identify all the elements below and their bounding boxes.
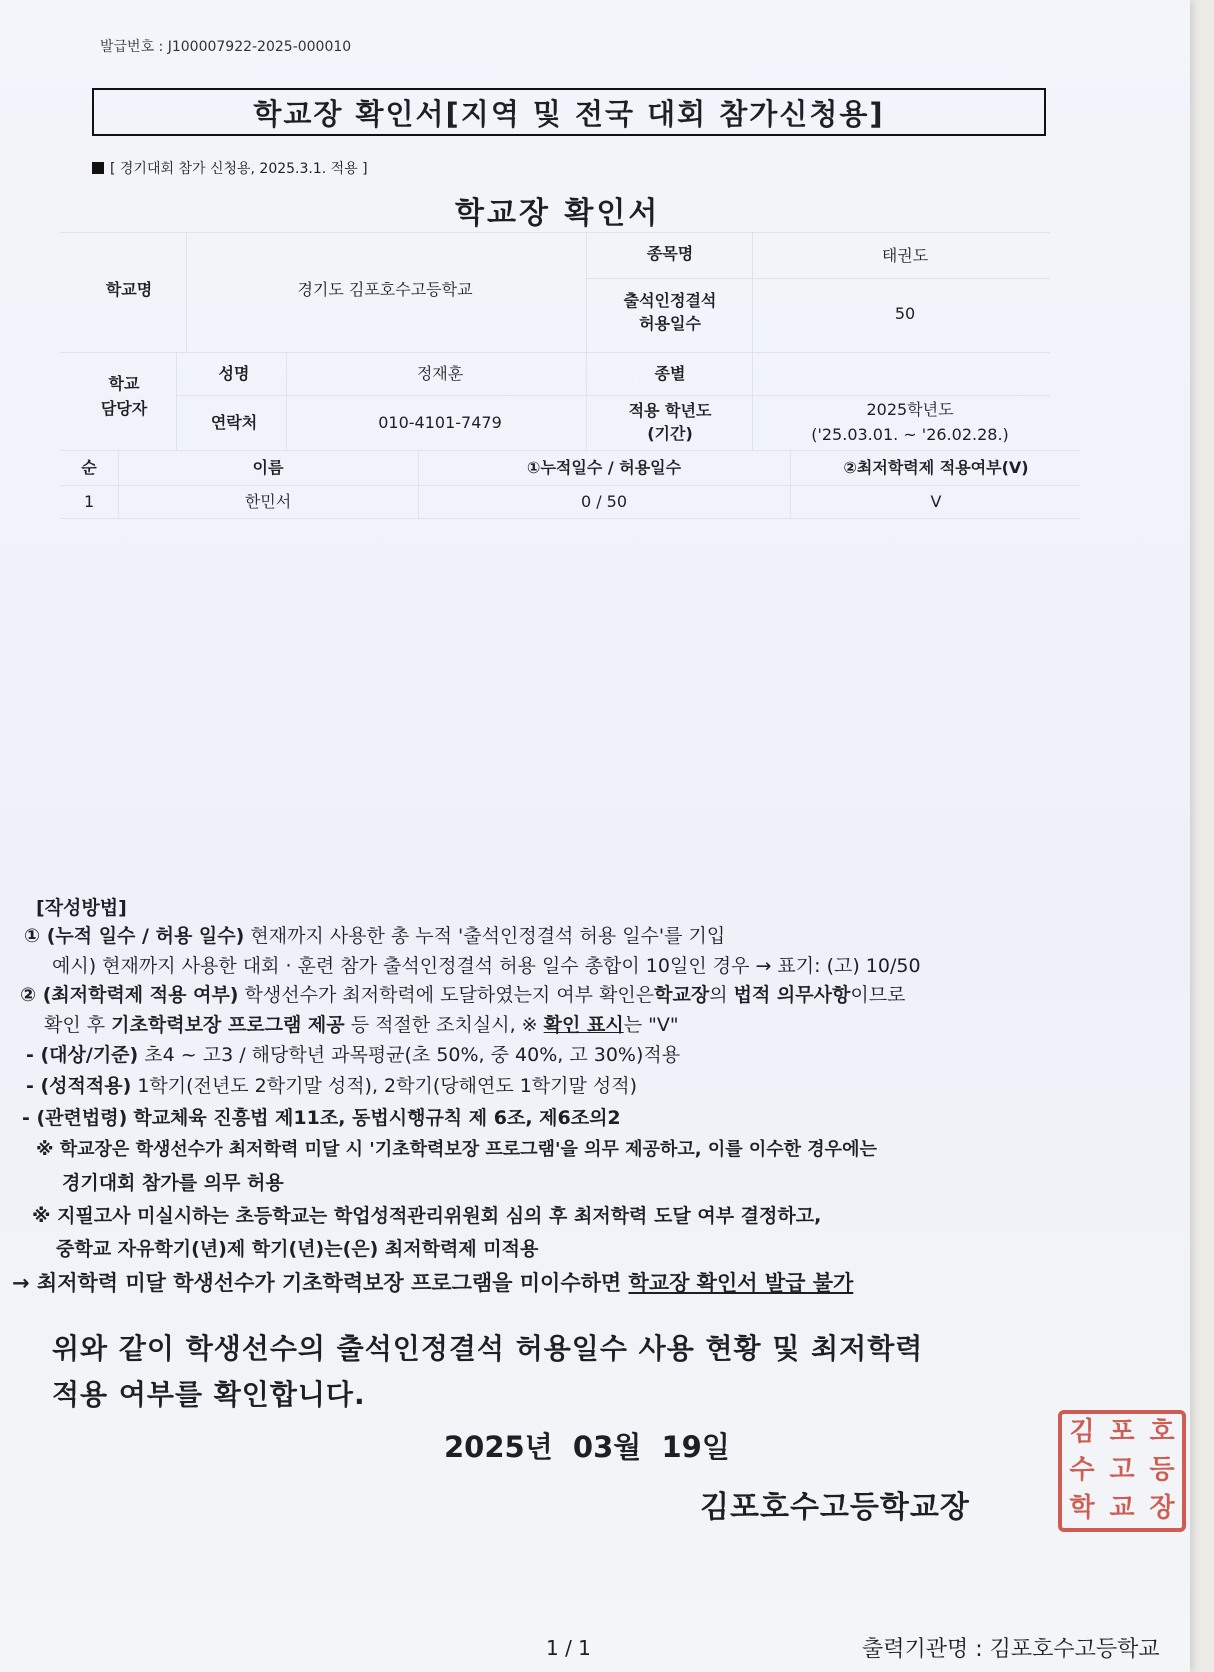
event-label: 종목명 [646,244,694,263]
header-title-box [92,88,1046,136]
name-label: 성명 [218,364,250,383]
row-days: 0 / 50 [580,492,628,511]
instruction-6-text: 1학기(전년도 2학기말 성적), 2학기(당해연도 1학기말 성적) [137,1075,638,1097]
sub-note-text: [ 경기대회 참가 신청용, 2025.3.1. 적용 ] [110,161,368,177]
row-min-academic: V [930,492,942,511]
output-agency: 출력기관명 : 김포호수고등학교 [862,1637,1160,1662]
instruction-line-9: 경기대회 참가를 의무 허용 [62,1172,284,1194]
instruction-3-bold2: 학교장 [654,984,710,1006]
manager-label-2: 담당자 [100,399,148,418]
instruction-7-text: 학교체육 진흥법 제11조, 동법시행규칙 제 6조, 제6조의2 [133,1107,621,1129]
instruction-1-text: 현재까지 사용한 총 누적 '출석인정결석 허용 일수'를 기입 [250,925,726,947]
principal-name: 김포호수고등학교장 [700,1490,970,1525]
row-name: 한민서 [244,492,292,511]
contact-value: 010-4101-7479 [378,413,502,432]
square-bullet-icon [92,162,104,174]
instructions-heading: [작성방법] [36,897,127,919]
instruction-line-5 [26,1043,680,1067]
instruction-line-11: 중학교 자유학기(년)제 학기(년)는(은) 최저학력제 미적용 [56,1238,539,1260]
instruction-5-bold: - (대상/기준) [26,1044,139,1066]
year-label-2: (기간) [647,424,693,443]
school-label: 학교명 [105,280,153,299]
col-header-min-academic: ②최저학력제 적용여부(V) [843,458,1029,477]
sub-note [92,158,368,178]
instruction-4-bold: 기초학력보장 프로그램 제공 [111,1014,345,1036]
col-header-days: ①누적일수 / 허용일수 [526,458,682,477]
instruction-line-12 [12,1271,853,1295]
instruction-line-4 [44,1013,679,1037]
school-seal-stamp: 김 포 호 수 고 등 학 교 장 [1058,1410,1186,1532]
instruction-3-bold3: 법적 의무사항 [733,984,851,1006]
school-value: 경기도 김포호수고등학교 [297,280,473,299]
instruction-line-2: 예시) 현재까지 사용한 대회 · 훈련 참가 출석인정결석 허용 일수 총합이 10일인 경우 → 표기: (고) 10/50 [52,955,921,977]
instruction-3-text2: 의 [709,984,728,1006]
instruction-4-text: 확인 후 [44,1014,106,1036]
col-header-no: 순 [81,458,97,477]
document-title: 학교장 확인서 [455,196,661,231]
instruction-6-bold: - (성적적용) [26,1075,132,1097]
allowed-days-value: 50 [894,304,916,323]
col-header-name: 이름 [252,458,284,477]
event-value: 태권도 [881,246,929,265]
instruction-12-text: → 최저학력 미달 학생선수가 기초학력보장 프로그램을 미이수하면 [12,1271,622,1295]
page-number: 1 / 1 [546,1636,591,1660]
closing-line-1: 위와 같이 학생선수의 출석인정결석 허용일수 사용 현황 및 최저학력 [52,1332,924,1365]
instruction-4-text3: 는 "V" [623,1014,679,1036]
type-label: 종별 [654,364,686,383]
instruction-4-underline: 확인 표시 [543,1014,624,1036]
instruction-line-7 [22,1106,621,1130]
instruction-line-10: ※ 지필고사 미실시하는 초등학교는 학업성적관리위원회 심의 후 최저학력 도달 여부 결정하고, [32,1205,822,1227]
instruction-line-6 [26,1074,637,1098]
instruction-line-3 [20,983,905,1007]
header-title: 학교장 확인서[지역 및 전국 대회 참가신청용] [253,96,885,131]
instruction-7-bold: - (관련법령) [22,1107,128,1129]
issue-date: 2025년 03월 19일 [444,1430,730,1464]
year-value-1: 2025학년도 [866,400,954,419]
instruction-3-bold: ② (최저학력제 적용 여부) [20,984,239,1006]
closing-line-2: 적용 여부를 확인합니다. [52,1378,366,1411]
allowed-days-label-2: 허용일수 [639,314,701,333]
row-no: 1 [84,492,95,511]
instruction-5-text: 초4 ~ 고3 / 해당학년 과목평균(초 50%, 중 40%, 고 30%)적용 [144,1044,681,1066]
instruction-3-text3: 이므로 [850,984,906,1006]
name-value: 정재훈 [416,364,464,383]
instruction-1-bold: ① (누적 일수 / 허용 일수) [24,925,245,947]
year-value-2: ('25.03.01. ~ '26.02.28.) [811,425,1009,444]
contact-label: 연락처 [210,413,258,432]
instruction-3-text: 학생선수가 최저학력에 도달하였는지 여부 확인은 [244,984,655,1006]
instruction-line-1 [24,924,725,948]
instruction-4-text2: 등 적절한 조치실시, ※ [350,1014,538,1036]
instruction-12-underline: 학교장 확인서 발급 불가 [628,1271,854,1295]
instruction-line-8: ※ 학교장은 학생선수가 최저학력 미달 시 '기초학력보장 프로그램'을 의무 제공하고, 이를 이수한 경우에는 [36,1139,877,1160]
issue-number: 발급번호 : J100007922-2025-000010 [100,39,352,55]
allowed-days-label-1: 출석인정결석 [623,291,717,310]
year-label-1: 적용 학년도 [628,401,712,420]
manager-label-1: 학교 [108,374,140,393]
